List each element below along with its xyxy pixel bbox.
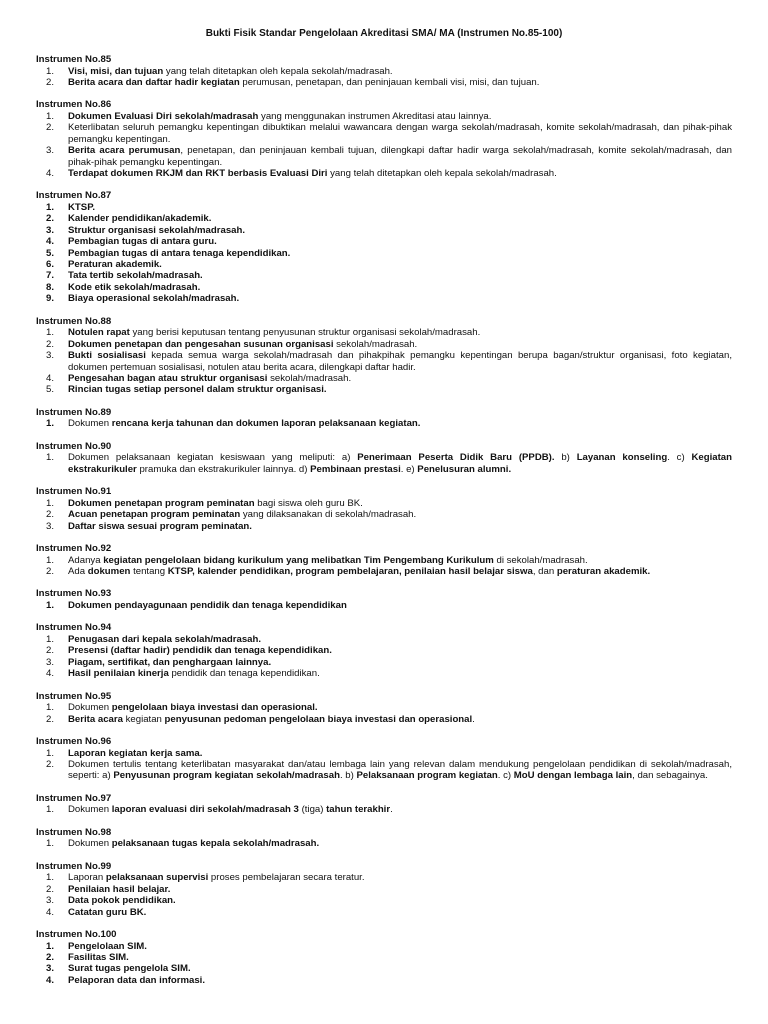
item-text-segment: Bukti sosialisasi: [68, 350, 146, 362]
item-number: 1.: [46, 747, 55, 759]
item-text-segment: Dokumen: [68, 702, 112, 714]
item-text-segment: proses pembelajaran secara teratur.: [208, 872, 365, 884]
instrument-section: [36, 543, 732, 577]
list-item: [36, 452, 732, 475]
list-item: [36, 498, 732, 509]
list-item: [36, 521, 732, 532]
item-text-segment: Hasil penilaian kinerja: [68, 668, 169, 680]
item-text-segment: , penetapan, dan peninjauan kembali tujuan, dilengkapi daftar hadir warga sekolah/madrasah, komite sekolah/madrasah, dan pihak-pihak pemangku kepentingan.: [68, 145, 732, 168]
item-text-segment: perumusan, penetapan, dan peninjauan kembali visi, misi, dan tujuan.: [239, 77, 540, 88]
item-text-segment: Adanya: [68, 554, 104, 566]
item-text: [68, 895, 732, 906]
list-item: [36, 248, 732, 259]
list-item: [36, 270, 732, 281]
item-text: [68, 236, 732, 247]
item-text-segment: Notulen rapat: [68, 327, 130, 339]
item-text-segment: di sekolah/madrasah.: [493, 554, 588, 566]
item-text-segment: pendidik dan tenaga kependidikan.: [168, 668, 320, 680]
list-item: [36, 202, 732, 213]
item-text-segment: Biaya operasional sekolah/madrasah.: [68, 293, 240, 305]
item-text: [68, 77, 732, 88]
item-text-segment: Berita acara: [68, 713, 123, 725]
item-text-segment: (tiga): [298, 804, 327, 816]
item-number: 2.: [46, 122, 55, 134]
item-text: [68, 668, 732, 679]
item-text-segment: sekolah/madrasah.: [333, 338, 418, 350]
item-text: [68, 202, 732, 213]
item-number: 1.: [46, 65, 55, 77]
item-text-segment: Surat tugas pengelola SIM.: [68, 963, 191, 975]
item-text-segment: Pelaporan data dan informasi.: [68, 974, 206, 986]
item-text-segment: dokumen: [87, 565, 131, 577]
item-text: [68, 384, 732, 395]
section-title: Instrumen No.98: [36, 826, 112, 838]
item-text-segment: Laporan: [68, 872, 106, 884]
list-item: [36, 884, 732, 895]
item-text-segment: Ada: [68, 565, 88, 577]
item-text-segment: Dokumen penetapan dan pengesahan susunan organisasi: [68, 338, 334, 350]
item-text-segment: Dokumen pendayagunaan pendidik dan tenaga kependidikan: [68, 599, 347, 611]
instrument-section: [36, 588, 732, 611]
item-number: 4.: [46, 906, 55, 918]
item-text-segment: .: [390, 804, 393, 816]
item-text: [68, 350, 732, 373]
item-text-segment: Dokumen pelaksanaan kegiatan kesiswaan yang meliputi: a): [68, 452, 358, 464]
list-item: [36, 555, 732, 566]
item-text-segment: Penerimaan Peserta Didik Baru (PPDB).: [357, 452, 555, 464]
item-text: [68, 872, 732, 883]
item-text-segment: Pengelolaan SIM.: [68, 940, 147, 952]
item-text-segment: , dan: [532, 565, 557, 577]
list-item: [36, 282, 732, 293]
section-title: Instrumen No.99: [36, 860, 112, 872]
item-number: 4.: [46, 236, 55, 248]
instrument-section: [36, 486, 732, 532]
item-number: 9.: [46, 293, 55, 305]
item-number: 1.: [46, 202, 55, 214]
list-item: [36, 350, 732, 373]
document-title: Bukti Fisik Standar Pengelolaan Akreditasi SMA/ MA (Instrumen No.85-100): [205, 28, 563, 39]
instrument-section: [36, 316, 732, 396]
item-text-segment: KTSP.: [68, 202, 96, 214]
item-text: [68, 907, 732, 918]
item-number: 4.: [46, 372, 55, 384]
item-number: 1.: [46, 599, 55, 611]
document-page: [36, 28, 732, 997]
item-number: 2.: [46, 758, 55, 770]
item-text-segment: yang menggunakan instrumen Akreditasi atau lainnya.: [258, 111, 492, 122]
item-text: [68, 963, 732, 974]
item-text-segment: pengelolaan biaya investasi dan operasional.: [111, 702, 318, 714]
section-title: Instrumen No.87: [36, 190, 112, 202]
item-text-segment: tentang: [130, 565, 168, 577]
item-text-segment: Keterlibatan seluruh pemangku kepentingan dibuktikan melalui wawancara dengan warga sekolah/madrasah, komite sekolah/madrasah, dan pihak-pihak pemangku kepentingan.: [68, 122, 732, 145]
item-text: [68, 702, 732, 713]
list-item: [36, 236, 732, 247]
item-text: [68, 952, 732, 963]
item-text: [68, 748, 732, 759]
item-text-segment: b): [554, 452, 577, 464]
item-number: 3.: [46, 520, 55, 532]
item-text: [68, 225, 732, 236]
item-text-segment: pelaksanaan supervisi: [105, 872, 209, 884]
list-item: [36, 66, 732, 77]
item-text-segment: yang telah ditetapkan oleh kepala sekolah/madrasah.: [327, 168, 557, 180]
item-number: 1.: [46, 940, 55, 952]
item-text-segment: rencana kerja tahunan dan dokumen laporan pelaksanaan kegiatan.: [111, 418, 421, 430]
item-text-segment: yang berisi keputusan tentang penyusunan struktur organisasi sekolah/madrasah.: [129, 327, 481, 339]
list-item: [36, 907, 732, 918]
instrument-section: [36, 827, 732, 850]
item-number: 4.: [46, 168, 55, 180]
instrument-section: [36, 861, 732, 918]
item-text-segment: . c): [497, 770, 514, 782]
item-text: [68, 759, 732, 782]
item-text-segment: MoU dengan lembaga lain: [513, 770, 633, 782]
item-number: 1.: [46, 702, 55, 714]
item-text-segment: Pembagian tugas di antara guru.: [68, 236, 217, 248]
item-text-segment: Pembinaan prestasi: [310, 463, 401, 475]
item-text-segment: Pembagian tugas di antara tenaga kependidikan.: [68, 247, 291, 259]
item-text: [68, 327, 732, 338]
item-text-segment: Daftar siswa sesuai program peminatan.: [68, 520, 252, 532]
instrument-section: [36, 929, 732, 986]
item-text-segment: sekolah/madrasah.: [267, 372, 352, 384]
item-text: [68, 498, 732, 509]
section-title: Instrumen No.100: [36, 929, 117, 940]
item-text-segment: laporan evaluasi diri sekolah/madrasah 3: [111, 804, 299, 816]
item-number: 1.: [46, 452, 55, 464]
item-text: [68, 521, 732, 532]
section-title: Instrumen No.85: [36, 54, 112, 65]
item-text: [68, 804, 732, 815]
sections-container: [36, 54, 732, 986]
list-item: [36, 872, 732, 883]
instrument-section: [36, 54, 732, 88]
item-text-segment: Penelusuran alumni.: [417, 463, 512, 475]
item-text-segment: tahun terakhir: [326, 804, 391, 816]
item-text: [68, 645, 732, 656]
item-text: [68, 259, 732, 270]
item-text: [68, 168, 732, 179]
item-text: [68, 270, 732, 281]
item-number: 1.: [46, 111, 55, 122]
list-item: [36, 600, 732, 611]
item-text: [68, 555, 732, 566]
list-item: [36, 668, 732, 679]
item-text-segment: Layanan konseling: [576, 452, 668, 464]
item-text-segment: kegiatan pengelolaan bidang kurikulum yang melibatkan Tim Pengembang Kurikulum: [103, 554, 494, 566]
list-item: [36, 168, 732, 179]
section-title: Instrumen No.94: [36, 622, 112, 634]
list-item: [36, 111, 732, 122]
list-item: [36, 963, 732, 974]
item-text-segment: Piagam, sertifikat, dan penghargaan lainnya.: [68, 656, 272, 668]
item-number: 5.: [46, 384, 55, 396]
list-item: [36, 941, 732, 952]
item-text-segment: Catatan guru BK.: [68, 906, 147, 918]
section-title: Instrumen No.91: [36, 486, 112, 498]
item-text-segment: Berita acara perumusan: [68, 145, 181, 157]
item-number: 1.: [46, 327, 55, 339]
instrument-section: [36, 99, 732, 179]
item-text-segment: , dan sebagainya.: [632, 770, 708, 782]
section-title: Instrumen No.95: [36, 690, 112, 702]
instrument-section: [36, 691, 732, 725]
item-number: 1.: [46, 804, 55, 816]
item-text-segment: Penyusunan program kegiatan sekolah/madrasah: [113, 770, 340, 782]
list-item: [36, 804, 732, 815]
item-text: [68, 634, 732, 645]
item-text: [68, 600, 732, 611]
item-text-segment: . c): [667, 452, 692, 464]
list-item: [36, 259, 732, 270]
item-text-segment: Terdapat dokumen RKJM dan RKT berbasis Evaluasi Diri: [68, 168, 328, 180]
list-item: [36, 509, 732, 520]
item-number: 4.: [46, 668, 55, 680]
list-item: [36, 213, 732, 224]
item-text: [68, 566, 732, 577]
item-text: [68, 213, 732, 224]
section-title: Instrumen No.90: [36, 440, 112, 452]
list-item: [36, 714, 732, 725]
item-number: 2.: [46, 509, 55, 521]
item-number: 2.: [46, 713, 55, 725]
item-number: 2.: [46, 883, 55, 895]
item-text-segment: yang telah ditetapkan oleh kepala sekolah/madrasah.: [163, 65, 393, 77]
item-text: [68, 122, 732, 145]
item-text: [68, 714, 732, 725]
list-item: [36, 384, 732, 395]
item-text: [68, 145, 732, 168]
list-item: [36, 566, 732, 577]
list-item: [36, 895, 732, 906]
item-text-segment: Fasilitas SIM.: [68, 952, 129, 963]
section-title: Instrumen No.93: [36, 588, 112, 600]
item-text: [68, 293, 732, 304]
item-number: 1.: [46, 872, 55, 884]
item-number: 3.: [46, 224, 55, 236]
item-number: 2.: [46, 77, 55, 88]
section-title: Instrumen No.88: [36, 315, 112, 327]
item-text: [68, 282, 732, 293]
item-number: 2.: [46, 338, 55, 350]
list-item: [36, 373, 732, 384]
item-text-segment: Kegiatan ekstrakurikuler: [68, 452, 732, 475]
item-text-segment: Tata tertib sekolah/madrasah.: [68, 270, 203, 282]
item-text-segment: Pelaksanaan program kegiatan: [356, 770, 498, 782]
section-title: Instrumen No.86: [36, 99, 112, 111]
list-item: [36, 952, 732, 963]
item-number: 3.: [46, 350, 55, 362]
item-text-segment: Dokumen tertulis tentang keterlibatan masyarakat dan/atau lembaga lain yang relevan dalam mendukung pengelolaan pendidikan di sekolah/madrasah, seperti: a): [68, 758, 732, 782]
item-text: [68, 509, 732, 520]
list-item: [36, 759, 732, 782]
item-number: 6.: [46, 259, 55, 271]
list-item: [36, 634, 732, 645]
item-text-segment: Visi, misi, dan tujuan: [68, 65, 164, 77]
item-text-segment: peraturan akademik.: [556, 565, 651, 577]
item-text-segment: kepada semua warga sekolah/madrasah dan pihakpihak pemangku kepentingan berupa bagan/struktur organisasi, foto kegiatan, dokumen pertemuan sosialisasi, notulen atau berita acara, dilengkapi daftar hadir.: [68, 350, 732, 373]
item-text-segment: Dokumen: [68, 838, 112, 850]
item-text-segment: bagi siswa oleh guru BK.: [254, 497, 363, 509]
instrument-section: [36, 793, 732, 816]
item-text-segment: kegiatan: [122, 713, 165, 725]
list-item: [36, 838, 732, 849]
section-title: Instrumen No.96: [36, 735, 112, 747]
list-item: [36, 418, 732, 429]
item-text: [68, 248, 732, 259]
item-text-segment: yang dilaksanakan di sekolah/madrasah.: [240, 509, 417, 521]
list-item: [36, 293, 732, 304]
item-text-segment: Pengesahan bagan atau struktur organisasi: [68, 372, 268, 384]
item-number: 2.: [46, 213, 55, 225]
item-number: 1.: [46, 633, 55, 645]
item-text: [68, 657, 732, 668]
item-number: 7.: [46, 270, 55, 282]
item-number: 1.: [46, 497, 55, 509]
list-item: [36, 702, 732, 713]
item-text: [68, 838, 732, 849]
list-item: [36, 339, 732, 350]
item-text-segment: Dokumen: [68, 418, 112, 430]
item-text-segment: pelaksanaan tugas kepala sekolah/madrasah.: [111, 838, 320, 850]
item-text-segment: Kode etik sekolah/madrasah.: [68, 281, 201, 293]
instrument-section: [36, 736, 732, 782]
instrument-section: [36, 190, 732, 304]
list-item: [36, 748, 732, 759]
item-number: 2.: [46, 645, 55, 657]
item-text-segment: pramuka dan ekstrakurikuler lainnya. d): [136, 463, 311, 475]
item-text-segment: . b): [339, 770, 357, 782]
item-text-segment: Laporan kegiatan kerja sama.: [68, 747, 203, 759]
item-text: [68, 941, 732, 952]
item-text: [68, 418, 732, 429]
list-item: [36, 77, 732, 88]
item-number: 3.: [46, 895, 55, 907]
item-text: [68, 339, 732, 350]
item-text-segment: Penilaian hasil belajar.: [68, 883, 171, 895]
item-number: 4.: [46, 974, 55, 986]
item-number: 1.: [46, 418, 55, 430]
item-text-segment: Acuan penetapan program peminatan: [68, 509, 241, 521]
item-number: 3.: [46, 145, 55, 157]
item-number: 8.: [46, 281, 55, 293]
item-number: 3.: [46, 656, 55, 668]
section-title: Instrumen No.92: [36, 542, 112, 554]
item-text: [68, 884, 732, 895]
item-number: 5.: [46, 247, 55, 259]
item-text-segment: Penugasan dari kepala sekolah/madrasah.: [68, 633, 262, 645]
item-number: 2.: [46, 565, 55, 577]
list-item: [36, 122, 732, 145]
item-number: 3.: [46, 963, 55, 975]
item-text-segment: Kalender pendidikan/akademik.: [68, 213, 212, 225]
instrument-section: [36, 407, 732, 430]
item-text-segment: . e): [400, 463, 418, 475]
list-item: [36, 975, 732, 986]
item-number: 1.: [46, 554, 55, 566]
item-text: [68, 975, 732, 986]
item-text-segment: .: [472, 713, 475, 725]
item-text-segment: Rincian tugas setiap personel dalam struktur organisasi.: [68, 384, 327, 396]
item-text-segment: Dokumen penetapan program peminatan: [68, 497, 255, 509]
instrument-section: [36, 441, 732, 475]
item-text-segment: Berita acara dan daftar hadir kegiatan: [68, 77, 240, 88]
item-text-segment: Dokumen Evaluasi Diri sekolah/madrasah: [68, 111, 259, 122]
instrument-section: [36, 622, 732, 679]
item-text-segment: KTSP, kalender pendidikan, program pembelajaran, penilaian hasil belajar siswa: [167, 565, 533, 577]
item-text-segment: Dokumen: [68, 804, 112, 816]
list-item: [36, 657, 732, 668]
item-text: [68, 452, 732, 475]
item-text: [68, 373, 732, 384]
item-number: 2.: [46, 952, 55, 963]
item-number: 1.: [46, 838, 55, 850]
section-title: Instrumen No.89: [36, 406, 112, 418]
item-text: [68, 111, 732, 122]
item-text-segment: Presensi (daftar hadir) pendidik dan tenaga kependidikan.: [68, 645, 332, 657]
item-text-segment: penyusunan pedoman pengelolaan biaya investasi dan operasional: [164, 713, 473, 725]
item-text-segment: Struktur organisasi sekolah/madrasah.: [68, 224, 246, 236]
list-item: [36, 327, 732, 338]
item-text-segment: Peraturan akademik.: [68, 259, 162, 271]
list-item: [36, 225, 732, 236]
list-item: [36, 145, 732, 168]
section-title: Instrumen No.97: [36, 792, 112, 804]
item-text: [68, 66, 732, 77]
item-text-segment: Data pokok pendidikan.: [68, 895, 176, 907]
list-item: [36, 645, 732, 656]
